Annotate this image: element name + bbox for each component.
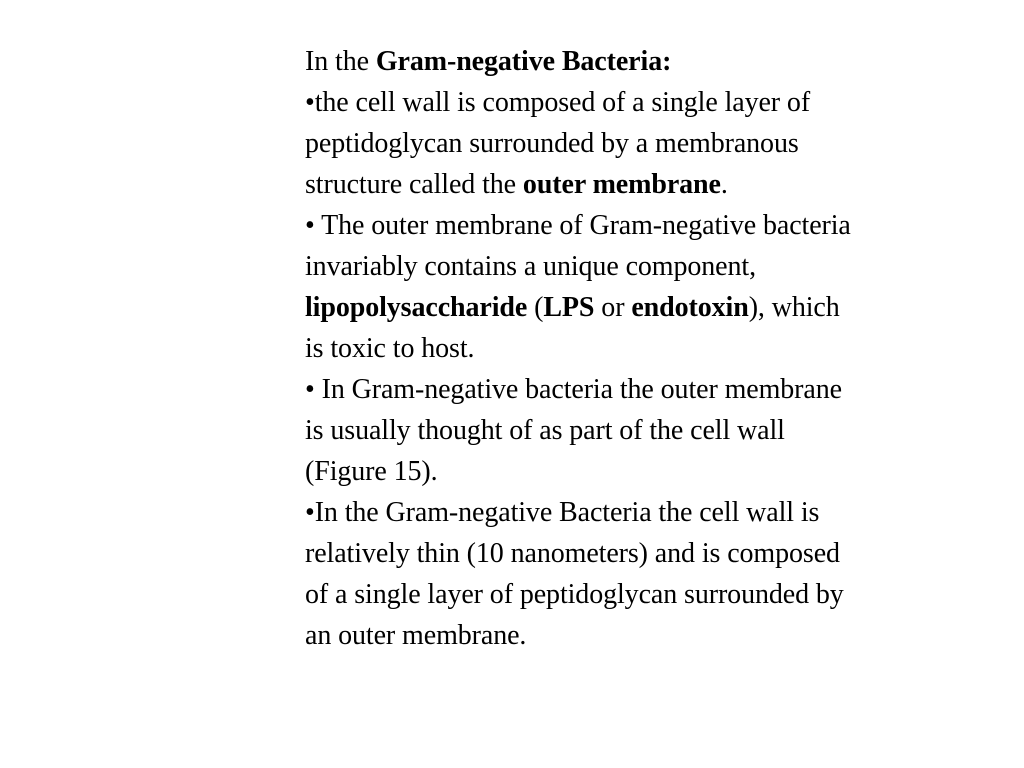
- bullet2-line3-text2: or: [594, 292, 632, 323]
- lps-term: LPS: [543, 292, 595, 323]
- bullet1-line3-suffix: .: [720, 169, 728, 200]
- heading-prefix: In the: [305, 46, 376, 77]
- bullet4-line1: •In the Gram-negative Bacteria the cell wall is: [305, 497, 820, 528]
- heading-line: [305, 41, 1005, 82]
- bullet2-line1: • The outer membrane of Gram-negative bacteria: [305, 210, 851, 241]
- bullet2-line4: is toxic to host.: [305, 333, 475, 364]
- bullet2-line3-text1: (: [527, 292, 544, 323]
- bullet3-line2: is usually thought of as part of the cell wall: [305, 415, 785, 446]
- lipopolysaccharide-term: lipopolysaccharide: [305, 292, 528, 323]
- heading-bold: Gram-negative Bacteria:: [375, 46, 672, 77]
- bullet2-line2: invariably contains a unique component,: [305, 251, 756, 282]
- bullet1-line3: [305, 164, 1005, 205]
- bullet2-line3-text3: ), which: [748, 292, 840, 323]
- bullet3-line3: (Figure 15).: [305, 456, 438, 487]
- bullet4-line3: of a single layer of peptidoglycan surrounded by: [305, 579, 844, 610]
- slide-text-block: [305, 41, 1005, 656]
- bullet1-line1: •the cell wall is composed of a single layer of: [305, 87, 811, 118]
- bullet4-line4: an outer membrane.: [305, 620, 527, 651]
- bullet2-line3: [305, 287, 1005, 328]
- bullet3-line1: • In Gram-negative bacteria the outer membrane: [305, 374, 842, 405]
- bullet1-line2: peptidoglycan surrounded by a membranous: [305, 128, 799, 159]
- outer-membrane-term: outer membrane: [522, 169, 721, 200]
- bullet4-line2: relatively thin (10 nanometers) and is composed: [305, 538, 840, 569]
- endotoxin-term: endotoxin: [631, 292, 749, 323]
- bullet1-line3-prefix: structure called the: [305, 169, 523, 200]
